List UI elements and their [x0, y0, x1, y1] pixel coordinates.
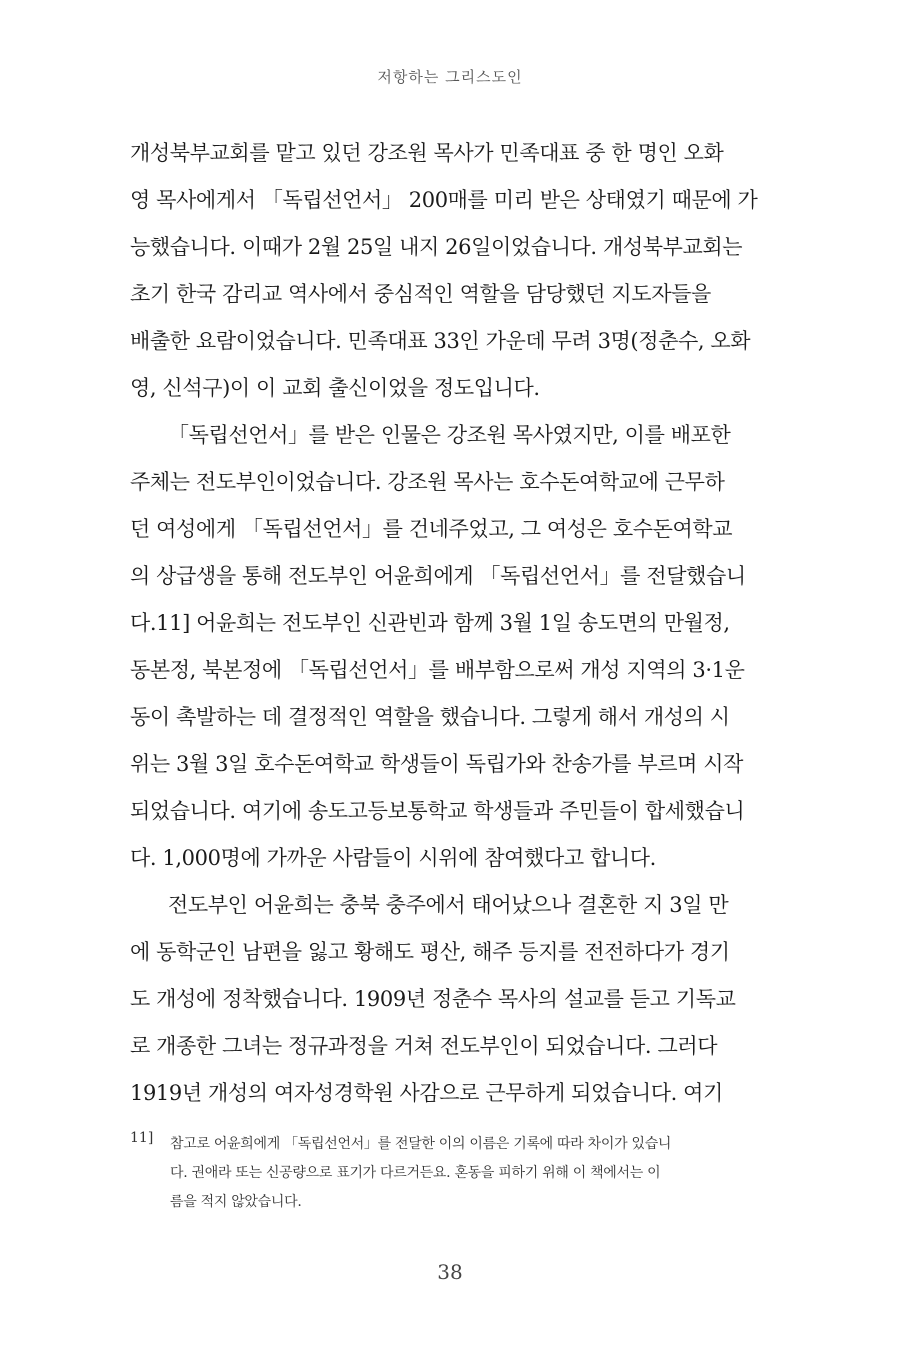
text-line: 주체는 전도부인이었습니다. 강조원 목사는 호수돈여학교에 근무하	[130, 470, 725, 494]
text-line: 도 개성에 정착했습니다. 1909년 정춘수 목사의 설교를 듣고 기독교	[130, 987, 736, 1011]
text-line: 위는 3월 3일 호수돈여학교 학생들이 독립가와 찬송가를 부르며 시작	[130, 752, 744, 776]
paragraph-2	[130, 412, 770, 882]
text-line: 개성북부교회를 맡고 있던 강조원 목사가 민족대표 중 한 명인 오화	[130, 141, 724, 165]
footnote-line: 다. 권애라 또는 신공량으로 표기가 다르거든요. 혼동을 피하기 위해 이 책에서는 이	[170, 1165, 661, 1181]
footnote-row	[130, 1130, 770, 1217]
footnote	[130, 1130, 770, 1217]
text-line: 초기 한국 감리교 역사에서 중심적인 역할을 담당했던 지도자들을	[130, 282, 711, 306]
text-line: 배출한 요람이었습니다. 민족대표 33인 가운데 무려 3명(정춘수, 오화	[130, 329, 751, 353]
text-line: 되었습니다. 여기에 송도고등보통학교 학생들과 주민들이 합세했습니	[130, 799, 745, 823]
text-line: 영, 신석구)이 이 교회 출신이었을 정도입니다.	[130, 376, 540, 400]
footnote-line: 름을 적지 않았습니다.	[170, 1194, 302, 1210]
footnote-line: 참고로 어윤희에게 「독립선언서」를 전달한 이의 이름은 기록에 따라 차이가 있습니	[170, 1136, 672, 1152]
text-line: 전도부인 어윤희는 충북 충주에서 태어났으나 결혼한 지 3일 만	[168, 893, 729, 917]
running-header: 저항하는 그리스도인	[377, 68, 523, 86]
text-line: 「독립선언서」를 받은 인물은 강조원 목사였지만, 이를 배포한	[168, 423, 731, 447]
text-line: 영 목사에게서 「독립선언서」 200매를 미리 받은 상태였기 때문에 가	[130, 188, 758, 212]
footnote-text	[170, 1130, 770, 1217]
text-line: 다. 1,000명에 가까운 사람들이 시위에 참여했다고 합니다.	[130, 846, 656, 870]
text-line: 동이 촉발하는 데 결정적인 역할을 했습니다. 그렇게 해서 개성의 시	[130, 705, 730, 729]
text-line: 동본정, 북본정에 「독립선언서」를 배부함으로써 개성 지역의 3·1운	[130, 658, 745, 682]
text-line: 에 동학군인 남편을 잃고 황해도 평산, 해주 등지를 전전하다가 경기	[130, 940, 730, 964]
text-line: 다.11] 어윤희는 전도부인 신관빈과 함께 3월 1일 송도면의 만월정,	[130, 611, 730, 635]
body-text	[130, 130, 770, 1117]
page-number: 38	[437, 1260, 463, 1284]
text-line: 1919년 개성의 여자성경학원 사감으로 근무하게 되었습니다. 여기	[130, 1081, 723, 1105]
text-line: 능했습니다. 이때가 2월 25일 내지 26일이었습니다. 개성북부교회는	[130, 235, 743, 259]
text-line: 의 상급생을 통해 전도부인 어윤희에게 「독립선언서」를 전달했습니	[130, 564, 746, 588]
paragraph-3	[130, 882, 770, 1117]
footnote-number: 11]	[130, 1130, 154, 1146]
text-line: 로 개종한 그녀는 정규과정을 거쳐 전도부인이 되었습니다. 그러다	[130, 1034, 718, 1058]
paragraph-1	[130, 130, 770, 412]
text-line: 던 여성에게 「독립선언서」를 건네주었고, 그 여성은 호수돈여학교	[130, 517, 733, 541]
